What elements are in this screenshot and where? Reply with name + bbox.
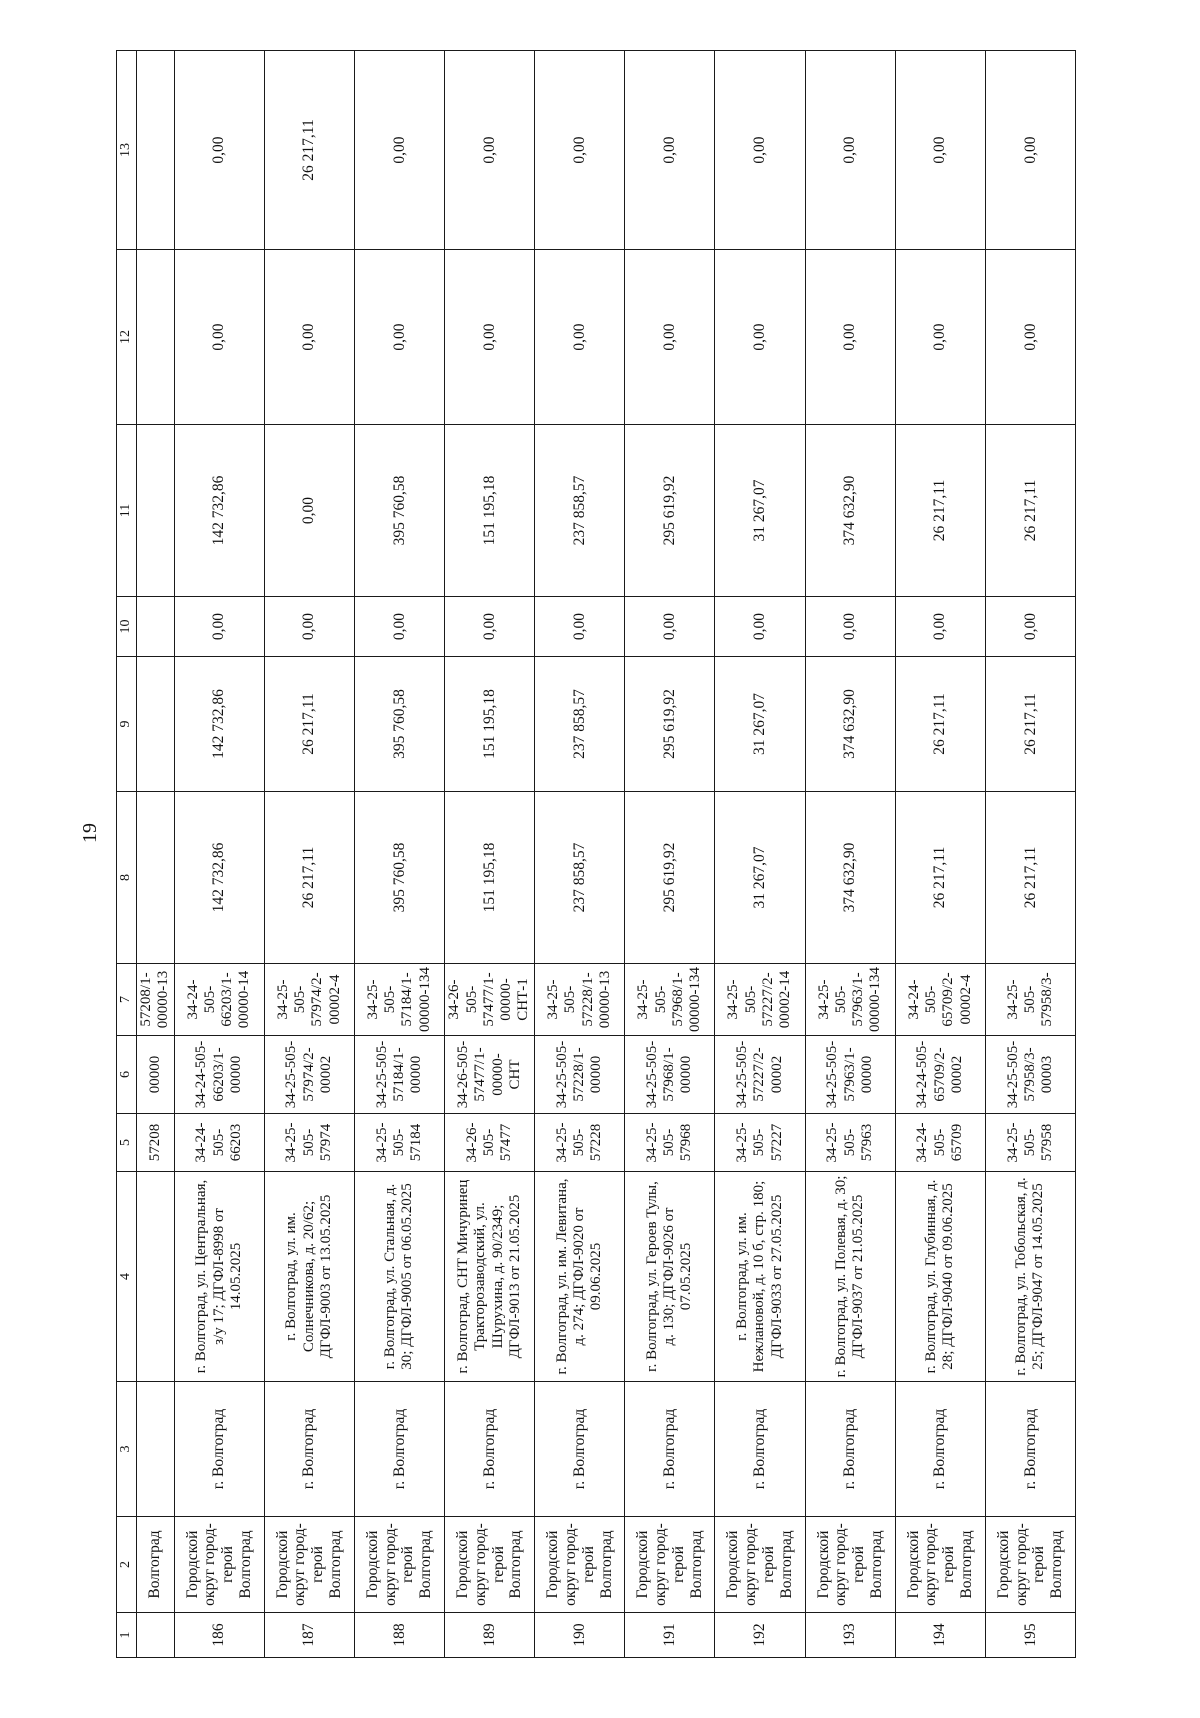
amount-col8: 295 619,92	[625, 792, 715, 964]
amount-col9: 26 217,11	[895, 657, 985, 792]
amount-col13: 0,00	[985, 51, 1075, 250]
code-col6: 34-25-505-57963/1-00000	[805, 1036, 895, 1114]
amount-col8: 151 195,18	[445, 792, 535, 964]
amount-col8: 26 217,11	[985, 792, 1075, 964]
amount-col10: 0,00	[985, 597, 1075, 657]
carry-cell-5: 57208	[137, 1114, 175, 1172]
code-col6: 34-25-505-57974/2-00002	[264, 1036, 354, 1114]
municipality: Городской округ город-герой Волгоград	[174, 1517, 264, 1613]
table-row	[354, 51, 444, 1658]
amount-col10: 0,00	[354, 597, 444, 657]
row-number: 188	[354, 1613, 444, 1658]
amount-col9: 26 217,11	[264, 657, 354, 792]
address-contract: г. Волгоград, ул. Тобольская, д. 25; ДГФЛ-9047 от 14.05.2025	[985, 1172, 1075, 1382]
amount-col10: 0,00	[174, 597, 264, 657]
settlement: г. Волгоград	[715, 1382, 805, 1517]
settlement: г. Волгоград	[264, 1382, 354, 1517]
amount-col13: 0,00	[715, 51, 805, 250]
row-number: 195	[985, 1613, 1075, 1658]
row-number: 187	[264, 1613, 354, 1658]
municipality: Городской округ город-герой Волгоград	[445, 1517, 535, 1613]
amount-col13: 0,00	[445, 51, 535, 250]
code-col6: 34-25-505-57184/1-00000	[354, 1036, 444, 1114]
carry-cell-6: 00000	[137, 1036, 175, 1114]
column-number-row	[117, 51, 137, 1658]
amount-col11: 151 195,18	[445, 425, 535, 597]
table-row	[174, 51, 264, 1658]
amount-col11: 237 858,57	[535, 425, 625, 597]
address-contract: г. Волгоград, ул. Глубинная, д. 28; ДГФЛ-9040 от 09.06.2025	[895, 1172, 985, 1382]
column-number: 9	[117, 657, 137, 792]
carry-cell-1	[137, 1613, 175, 1658]
settlement: г. Волгоград	[895, 1382, 985, 1517]
municipality: Городской округ город-герой Волгоград	[354, 1517, 444, 1613]
column-number: 2	[117, 1517, 137, 1613]
municipality: Городской округ город-герой Волгоград	[535, 1517, 625, 1613]
address-contract: г. Волгоград, СНТ Мичуринец Тракторозаводский, ул. Шурухина, д. 90/2349; ДГФЛ-9013 от 21.05.2025	[445, 1172, 535, 1382]
table-row	[264, 51, 354, 1658]
amount-col12: 0,00	[535, 250, 625, 425]
amount-col8: 26 217,11	[895, 792, 985, 964]
amount-col13: 0,00	[805, 51, 895, 250]
code-col6: 34-25-505-57227/2-00002	[715, 1036, 805, 1114]
settlement: г. Волгоград	[445, 1382, 535, 1517]
table-row	[625, 51, 715, 1658]
amount-col8: 31 267,07	[715, 792, 805, 964]
code-col6: 34-24-505-66203/1-00000	[174, 1036, 264, 1114]
amount-col13: 0,00	[174, 51, 264, 250]
column-number: 1	[117, 1613, 137, 1658]
amount-col12: 0,00	[715, 250, 805, 425]
code-col5: 34-25-505-57968	[625, 1114, 715, 1172]
amount-col10: 0,00	[715, 597, 805, 657]
amount-col8: 374 632,90	[805, 792, 895, 964]
amount-col13: 26 217,11	[264, 51, 354, 250]
municipality: Городской округ город-герой Волгоград	[264, 1517, 354, 1613]
amount-col12: 0,00	[354, 250, 444, 425]
settlement: г. Волгоград	[354, 1382, 444, 1517]
municipality: Городской округ город-герой Волгоград	[805, 1517, 895, 1613]
code-col5: 34-25-505-57227	[715, 1114, 805, 1172]
column-number: 12	[117, 250, 137, 425]
code-col7: 34-25-505-57184/1-00000-134	[354, 964, 444, 1036]
amount-col9: 151 195,18	[445, 657, 535, 792]
column-number: 4	[117, 1172, 137, 1382]
municipality: Городской округ город-герой Волгоград	[715, 1517, 805, 1613]
carry-cell-10	[137, 597, 175, 657]
amount-col9: 142 732,86	[174, 657, 264, 792]
settlement: г. Волгоград	[805, 1382, 895, 1517]
amount-col12: 0,00	[264, 250, 354, 425]
amount-col9: 26 217,11	[985, 657, 1075, 792]
row-number: 193	[805, 1613, 895, 1658]
code-col5: 34-25-505-57974	[264, 1114, 354, 1172]
amount-col12: 0,00	[895, 250, 985, 425]
table-row	[805, 51, 895, 1658]
amount-col9: 237 858,57	[535, 657, 625, 792]
table-row	[895, 51, 985, 1658]
table-row	[535, 51, 625, 1658]
amount-col9: 395 760,58	[354, 657, 444, 792]
amount-col8: 142 732,86	[174, 792, 264, 964]
code-col5: 34-24-505-66203	[174, 1114, 264, 1172]
settlement: г. Волгоград	[174, 1382, 264, 1517]
amount-col10: 0,00	[895, 597, 985, 657]
settlement: г. Волгоград	[985, 1382, 1075, 1517]
code-col7: 34-25-505-57963/1-00000-134	[805, 964, 895, 1036]
table-row	[445, 51, 535, 1658]
amount-col10: 0,00	[535, 597, 625, 657]
code-col5: 34-25-505-57963	[805, 1114, 895, 1172]
column-number: 10	[117, 597, 137, 657]
address-contract: г. Волгоград, ул. Полевая, д. 30; ДГФЛ-9037 от 21.05.2025	[805, 1172, 895, 1382]
code-col7: 34-24-505-65709/2-00002-4	[895, 964, 985, 1036]
code-col7: 34-25-505-57227/2-00002-14	[715, 964, 805, 1036]
settlement: г. Волгоград	[625, 1382, 715, 1517]
amount-col12: 0,00	[174, 250, 264, 425]
row-number: 191	[625, 1613, 715, 1658]
address-contract: г. Волгоград, ул. им. Нежлановой, д. 10 б, стр. 180; ДГФЛ-9033 от 27.05.2025	[715, 1172, 805, 1382]
amount-col12: 0,00	[445, 250, 535, 425]
row-number: 190	[535, 1613, 625, 1658]
code-col7: 34-25-505-57974/2-00002-4	[264, 964, 354, 1036]
carry-cell-4	[137, 1172, 175, 1382]
amount-col11: 395 760,58	[354, 425, 444, 597]
amount-col11: 295 619,92	[625, 425, 715, 597]
address-contract: г. Волгоград, ул. Центральная, з/у 17; ДГФЛ-8998 от 14.05.2025	[174, 1172, 264, 1382]
column-number: 7	[117, 964, 137, 1036]
code-col7: 34-26-505-57477/1-00000-СНТ-1	[445, 964, 535, 1036]
amount-col11: 31 267,07	[715, 425, 805, 597]
amount-col10: 0,00	[264, 597, 354, 657]
municipality: Городской округ город-герой Волгоград	[625, 1517, 715, 1613]
amount-col10: 0,00	[805, 597, 895, 657]
page-number: 19	[79, 823, 101, 843]
row-number: 189	[445, 1613, 535, 1658]
carry-over-row	[137, 51, 175, 1658]
column-number: 13	[117, 51, 137, 250]
amount-col8: 395 760,58	[354, 792, 444, 964]
amount-col13: 0,00	[625, 51, 715, 250]
address-contract: г. Волгоград, ул. им. Левитана, д. 274; ДГФЛ-9020 от 09.06.2025	[535, 1172, 625, 1382]
amount-col11: 26 217,11	[985, 425, 1075, 597]
carry-cell-7: 57208/1-00000-13	[137, 964, 175, 1036]
code-col6: 34-25-505-57228/1-00000	[535, 1036, 625, 1114]
carry-cell-mo: Волгоград	[137, 1517, 175, 1613]
carry-cell-12	[137, 250, 175, 425]
carry-cell-8	[137, 792, 175, 964]
amount-col11: 374 632,90	[805, 425, 895, 597]
code-col6: 34-24-505-65709/2-00002	[895, 1036, 985, 1114]
column-number: 3	[117, 1382, 137, 1517]
column-number: 11	[117, 425, 137, 597]
amount-col9: 295 619,92	[625, 657, 715, 792]
table-row	[985, 51, 1075, 1658]
carry-cell-9	[137, 657, 175, 792]
amount-col11: 142 732,86	[174, 425, 264, 597]
amount-col11: 0,00	[264, 425, 354, 597]
amount-col10: 0,00	[625, 597, 715, 657]
code-col5: 34-25-505-57228	[535, 1114, 625, 1172]
code-col7: 34-25-505-57958/3-	[985, 964, 1075, 1036]
amount-col13: 0,00	[354, 51, 444, 250]
register-table	[116, 50, 1076, 1658]
column-number: 5	[117, 1114, 137, 1172]
column-number: 8	[117, 792, 137, 964]
address-contract: г. Волгоград, ул. Стальная, д. 30; ДГФЛ-9005 от 06.05.2025	[354, 1172, 444, 1382]
amount-col9: 374 632,90	[805, 657, 895, 792]
address-contract: г. Волгоград, ул. Героев Тулы, д. 130; ДГФЛ-9026 от 07.05.2025	[625, 1172, 715, 1382]
amount-col9: 31 267,07	[715, 657, 805, 792]
row-number: 186	[174, 1613, 264, 1658]
code-col7: 34-24-505-66203/1-00000-14	[174, 964, 264, 1036]
row-number: 194	[895, 1613, 985, 1658]
amount-col12: 0,00	[625, 250, 715, 425]
amount-col12: 0,00	[805, 250, 895, 425]
amount-col10: 0,00	[445, 597, 535, 657]
code-col5: 34-25-505-57958	[985, 1114, 1075, 1172]
row-number: 192	[715, 1613, 805, 1658]
settlement: г. Волгоград	[535, 1382, 625, 1517]
code-col7: 34-25-505-57968/1-00000-134	[625, 964, 715, 1036]
code-col5: 34-24-505-65709	[895, 1114, 985, 1172]
amount-col8: 26 217,11	[264, 792, 354, 964]
table-body	[117, 51, 1076, 1658]
address-contract: г. Волгоград, ул. им. Солнечникова, д. 20/62; ДГФЛ-9003 от 13.05.2025	[264, 1172, 354, 1382]
code-col7: 34-25-505-57228/1-00000-13	[535, 964, 625, 1036]
municipality: Городской округ город-герой Волгоград	[985, 1517, 1075, 1613]
carry-cell-13	[137, 51, 175, 250]
carry-cell-3	[137, 1382, 175, 1517]
code-col6: 34-25-505-57958/3-00003	[985, 1036, 1075, 1114]
amount-col12: 0,00	[985, 250, 1075, 425]
rotated-table-wrapper	[116, 51, 1076, 1658]
amount-col11: 26 217,11	[895, 425, 985, 597]
code-col5: 34-26-505-57477	[445, 1114, 535, 1172]
code-col6: 34-25-505-57968/1-00000	[625, 1036, 715, 1114]
amount-col13: 0,00	[895, 51, 985, 250]
municipality: Городской округ город-герой Волгоград	[895, 1517, 985, 1613]
amount-col8: 237 858,57	[535, 792, 625, 964]
code-col5: 34-25-505-57184	[354, 1114, 444, 1172]
code-col6: 34-26-505-57477/1-00000-СНТ	[445, 1036, 535, 1114]
amount-col13: 0,00	[535, 51, 625, 250]
table-row	[715, 51, 805, 1658]
carry-cell-11	[137, 425, 175, 597]
column-number: 6	[117, 1036, 137, 1114]
